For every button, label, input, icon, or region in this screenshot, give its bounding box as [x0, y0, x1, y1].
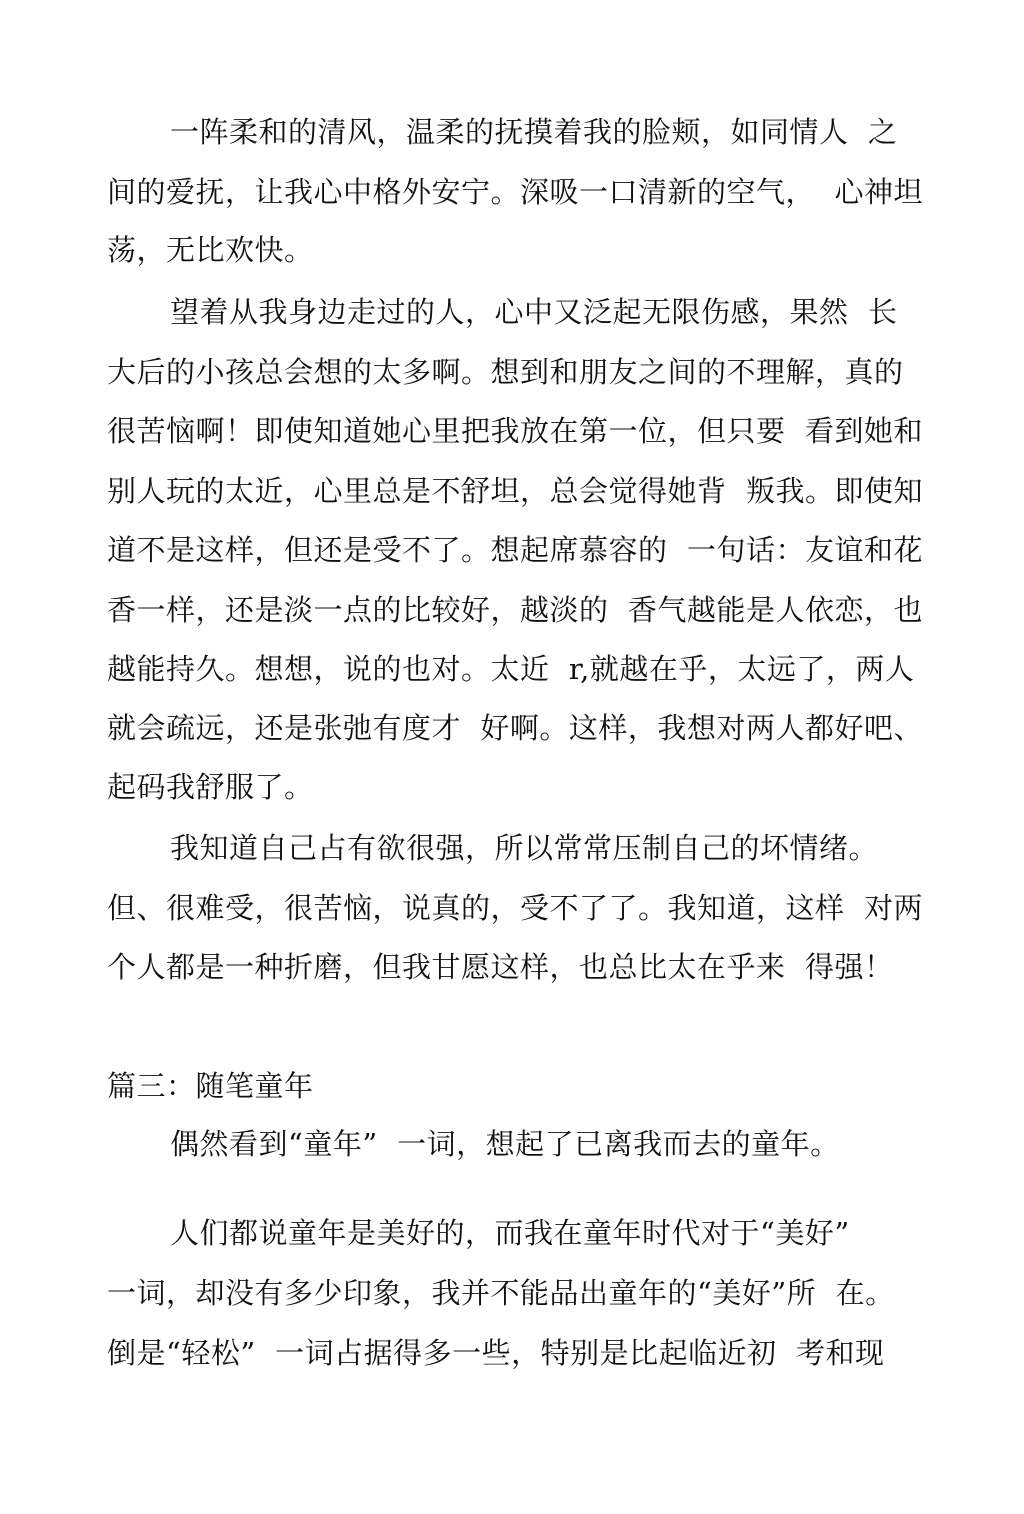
- text-line: 荡，无比欢快。: [107, 233, 314, 267]
- text-line: 偶然看到“童年” 一词，想起了已离我而去的童年。: [170, 1127, 840, 1161]
- text-line: 我知道自己占有欲很强，所以常常压制自己的坏情绪。: [170, 831, 879, 865]
- text-line: 香一样，还是淡一点的比较好，越淡的 香气越能是人依恋，也: [107, 593, 923, 627]
- text-line: 大后的小孩总会想的太多啊。想到和朋友之间的不理解，真的: [107, 355, 904, 389]
- text-line: 倒是“轻松” 一词占据得多一些，特别是比起临近初 考和现: [107, 1336, 885, 1370]
- text-line: 一词，却没有多少印象，我并不能品出童年的“美好”所 在。: [107, 1276, 895, 1310]
- text-line: 望着从我身边走过的人，心中又泛起无限伤感，果然 长: [170, 295, 898, 329]
- text-line: 道不是这样，但还是受不了。想起席慕容的 一句话：友谊和花: [107, 533, 923, 567]
- text-line: 很苦恼啊！即使知道她心里把我放在第一位，但只要 看到她和: [107, 414, 923, 448]
- text-line: 别人玩的太近，心里总是不舒坦，总会觉得她背 叛我。即使知: [107, 474, 923, 508]
- text-line: 个人都是一种折磨，但我甘愿这样，也总比太在乎来 得强！: [107, 950, 894, 984]
- text-line: 一阵柔和的清风，温柔的抚摸着我的脸颊，如同情人 之: [170, 115, 898, 149]
- text-line: 但、很难受，很苦恼，说真的，受不了了。我知道，这样 对两: [107, 891, 923, 925]
- text-line: 就会疏远，还是张弛有度才 好啊。这样，我想对两人都好吧、: [107, 711, 923, 745]
- text-line: 人们都说童年是美好的，而我在童年时代对于“美好”: [170, 1216, 850, 1250]
- text-line: 间的爱抚，让我心中格外安宁。深吸一口清新的空气， 心神坦: [107, 175, 923, 209]
- text-line: 起码我舒服了。: [107, 770, 314, 804]
- section-heading: 篇三：随笔童年: [107, 1069, 314, 1103]
- text-line: 越能持久。想想，说的也对。太近 r,就越在乎，太远了，两人: [107, 652, 915, 686]
